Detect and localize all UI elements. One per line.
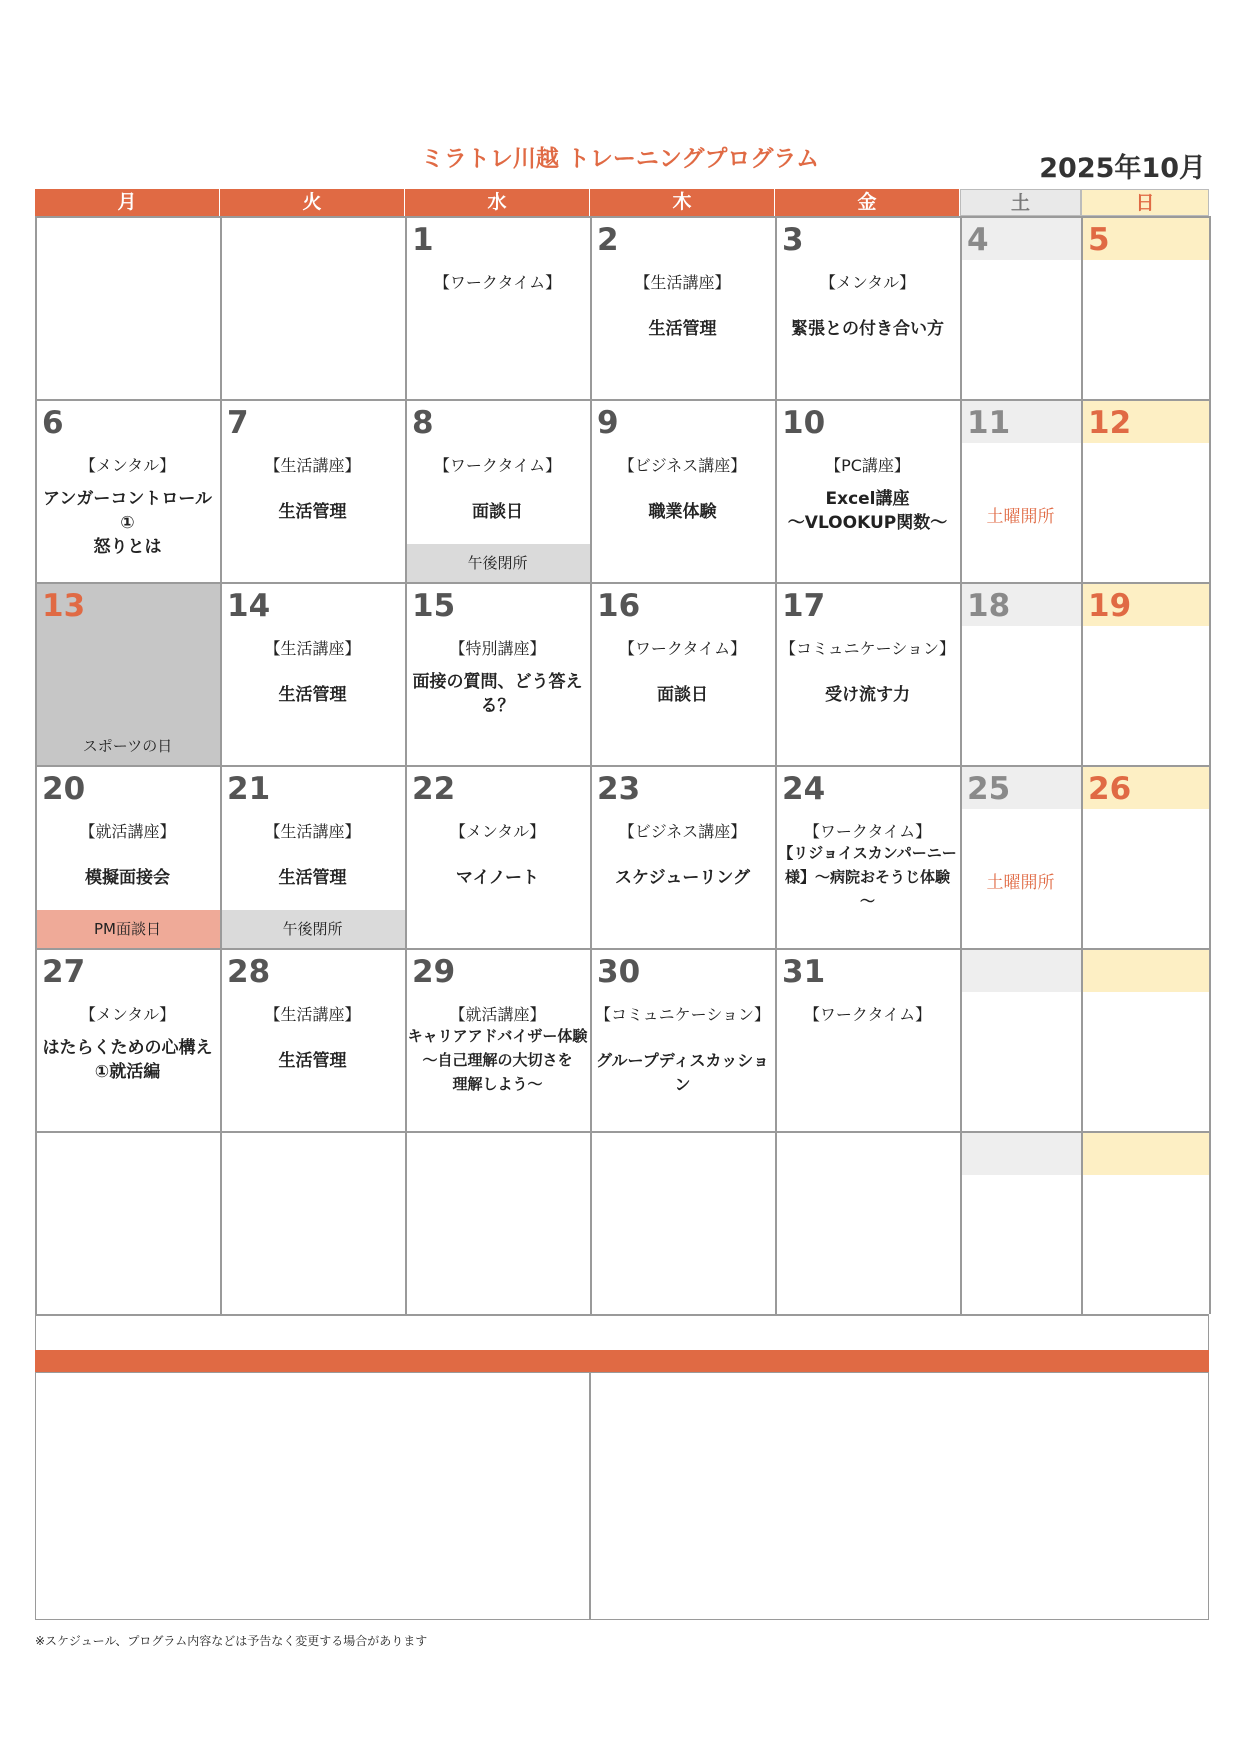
day-cell[interactable] — [405, 399, 590, 582]
program-category: 【生活講座】 — [264, 1005, 361, 1024]
grid-line — [775, 216, 777, 1314]
open-note: 土曜開所 — [986, 507, 1055, 527]
day-cell[interactable] — [775, 1131, 960, 1314]
day-cell[interactable] — [220, 1131, 405, 1314]
day-cell[interactable] — [960, 1131, 1081, 1314]
day-cell[interactable] — [775, 216, 960, 399]
day-cell[interactable] — [960, 582, 1081, 765]
program-category: 【メンタル】 — [819, 273, 916, 292]
program-category: 【ワークタイム】 — [433, 456, 562, 475]
program-category: 【ワークタイム】 — [618, 639, 747, 658]
weekday-header-mon: 月 — [35, 189, 220, 216]
program-topic: 面接の質問、どう答え る？ — [412, 672, 583, 716]
program-category: 【コミュニケーション】 — [594, 1005, 771, 1024]
day-cell[interactable] — [35, 948, 220, 1131]
day-cell[interactable] — [35, 216, 220, 399]
saturday-band — [960, 1131, 1081, 1175]
day-cell[interactable] — [590, 948, 775, 1131]
program-topic: Excel講座 ～VLOOKUP関数～ — [787, 489, 948, 533]
panel-left-header — [35, 1350, 590, 1372]
panel-left — [35, 1372, 590, 1620]
grid-line — [405, 216, 407, 1314]
date-number: 18 — [967, 588, 1011, 624]
weekday-header-fri: 金 — [775, 189, 960, 216]
day-cell[interactable] — [35, 1131, 220, 1314]
program-topic: 【リジョイスカンパーニー 様】～病院おそうじ体験 ～ — [778, 844, 957, 910]
date-number: 22 — [412, 771, 456, 807]
date-number: 10 — [782, 405, 826, 441]
weekday-header-wed: 水 — [405, 189, 590, 216]
saturday-band — [960, 948, 1081, 992]
day-cell[interactable] — [405, 948, 590, 1131]
date-number: 30 — [597, 954, 641, 990]
date-number: 26 — [1088, 771, 1132, 807]
day-cell[interactable] — [960, 216, 1081, 399]
date-number: 17 — [782, 588, 826, 624]
program-topic: 受け流す力 — [825, 685, 910, 705]
day-cell[interactable] — [960, 765, 1081, 948]
date-number: 12 — [1088, 405, 1132, 441]
program-topic: 生活管理 — [278, 868, 347, 888]
program-category: 【コミュニケーション】 — [779, 639, 956, 658]
program-topic: はたらくための心構え ①就活編 — [42, 1038, 213, 1082]
program-category: 【生活講座】 — [264, 639, 361, 658]
sunday-band — [1081, 948, 1209, 992]
date-number: 23 — [597, 771, 641, 807]
program-topic: 面談日 — [472, 502, 523, 522]
program-topic: キャリアアドバイザー体験 ～自己理解の大切さを 理解しよう～ — [407, 1027, 588, 1093]
day-cell[interactable] — [1081, 399, 1209, 582]
weekday-header-thu: 木 — [590, 189, 775, 216]
day-cell[interactable] — [35, 765, 220, 948]
program-topic: スケジューリング — [615, 868, 750, 888]
program-topic: 生活管理 — [278, 502, 347, 522]
day-cell[interactable] — [590, 1131, 775, 1314]
day-cell[interactable] — [405, 765, 590, 948]
program-topic: 面談日 — [657, 685, 708, 705]
date-number: 31 — [782, 954, 826, 990]
program-topic: グループディスカッション — [596, 1051, 769, 1094]
program-topic: 職業体験 — [648, 502, 717, 522]
date-number: 21 — [227, 771, 271, 807]
program-category: 【PC講座】 — [825, 456, 910, 475]
day-cell[interactable] — [775, 582, 960, 765]
grid-line — [35, 216, 1209, 218]
date-number: 19 — [1088, 588, 1132, 624]
day-cell[interactable] — [1081, 765, 1209, 948]
day-cell[interactable] — [35, 582, 220, 765]
cell-footer-label: 午後閉所 — [405, 544, 590, 582]
date-number: 16 — [597, 588, 641, 624]
program-topic: 緊張との付き合い方 — [791, 319, 944, 339]
day-cell[interactable] — [775, 948, 960, 1131]
program-category: 【メンタル】 — [79, 1005, 176, 1024]
grid-line — [35, 399, 1209, 401]
day-cell[interactable] — [590, 582, 775, 765]
date-number: 24 — [782, 771, 826, 807]
day-cell[interactable] — [775, 765, 960, 948]
cell-footer-label: PM面談日 — [35, 910, 220, 948]
grid-line — [1209, 216, 1211, 1314]
cell-footer-label: 午後閉所 — [220, 910, 405, 948]
day-cell[interactable] — [220, 582, 405, 765]
date-number: 3 — [782, 222, 804, 258]
day-cell[interactable] — [405, 216, 590, 399]
date-number: 20 — [42, 771, 86, 807]
grid-line — [960, 216, 962, 1314]
day-cell[interactable] — [590, 399, 775, 582]
date-number: 7 — [227, 405, 249, 441]
program-category: 【生活講座】 — [634, 273, 731, 292]
date-number: 27 — [42, 954, 86, 990]
program-topic: マイノート — [455, 868, 540, 888]
footnote: ※スケジュール、プログラム内容などは予告なく変更する場合があります — [35, 1634, 428, 1648]
day-cell[interactable] — [960, 399, 1081, 582]
day-cell[interactable] — [1081, 216, 1209, 399]
program-category: 【ビジネス講座】 — [618, 456, 747, 475]
program-category: 【就活講座】 — [79, 822, 176, 841]
program-topic: 生活管理 — [648, 319, 717, 339]
grid-line — [35, 1131, 1209, 1133]
spacer-row — [35, 1314, 1209, 1350]
grid-line — [1081, 216, 1083, 1314]
program-category: 【特別講座】 — [449, 639, 546, 658]
date-number: 2 — [597, 222, 619, 258]
date-number: 1 — [412, 222, 434, 258]
program-category: 【メンタル】 — [449, 822, 546, 841]
date-number: 6 — [42, 405, 64, 441]
day-cell[interactable] — [220, 216, 405, 399]
date-number: 11 — [967, 405, 1011, 441]
program-topic: 生活管理 — [278, 1051, 347, 1071]
program-category: 【生活講座】 — [264, 822, 361, 841]
day-cell[interactable] — [960, 948, 1081, 1131]
grid-line — [35, 582, 1209, 584]
day-cell[interactable] — [775, 399, 960, 582]
open-note: 土曜開所 — [986, 873, 1055, 893]
date-number: 28 — [227, 954, 271, 990]
day-cell[interactable] — [220, 399, 405, 582]
day-cell[interactable] — [590, 765, 775, 948]
date-number: 25 — [967, 771, 1011, 807]
day-cell[interactable] — [35, 399, 220, 582]
program-topic: アンガーコントロール① 怒りとは — [43, 489, 212, 557]
sunday-band — [1081, 1131, 1209, 1175]
date-number: 13 — [42, 588, 86, 624]
day-cell[interactable] — [405, 582, 590, 765]
program-category: 【ビジネス講座】 — [618, 822, 747, 841]
grid-line — [590, 216, 592, 1314]
day-cell[interactable] — [1081, 948, 1209, 1131]
day-cell[interactable] — [1081, 582, 1209, 765]
program-category: 【ワークタイム】 — [433, 273, 562, 292]
page-title: ミラトレ川越 トレーニングプログラム — [420, 146, 820, 172]
date-number: 29 — [412, 954, 456, 990]
cell-footer-label: スポーツの日 — [82, 737, 173, 755]
date-number: 8 — [412, 405, 434, 441]
date-number: 15 — [412, 588, 456, 624]
date-number: 4 — [967, 222, 989, 258]
grid-line — [35, 765, 1209, 767]
day-cell[interactable] — [220, 765, 405, 948]
grid-line — [35, 948, 1209, 950]
program-topic: 模擬面接会 — [85, 868, 170, 888]
grid-line — [220, 216, 222, 1314]
date-number: 14 — [227, 588, 271, 624]
weekday-header-sat: 土 — [960, 189, 1081, 216]
program-category: 【メンタル】 — [79, 456, 176, 475]
program-category: 【ワークタイム】 — [803, 822, 932, 841]
panel-right-header — [590, 1350, 1209, 1372]
date-number: 5 — [1088, 222, 1110, 258]
grid-line — [35, 216, 37, 1314]
day-cell[interactable] — [405, 1131, 590, 1314]
program-category: 【就活講座】 — [449, 1005, 546, 1024]
day-cell[interactable] — [590, 216, 775, 399]
weekday-header-tue: 火 — [220, 189, 405, 216]
program-category: 【ワークタイム】 — [803, 1005, 932, 1024]
day-cell[interactable] — [220, 948, 405, 1131]
month-label: 2025年10月 — [1039, 153, 1206, 184]
program-category: 【生活講座】 — [264, 456, 361, 475]
day-cell[interactable] — [1081, 1131, 1209, 1314]
weekday-header-sun: 日 — [1081, 189, 1209, 216]
date-number: 9 — [597, 405, 619, 441]
program-topic: 生活管理 — [278, 685, 347, 705]
panel-right — [590, 1372, 1209, 1620]
